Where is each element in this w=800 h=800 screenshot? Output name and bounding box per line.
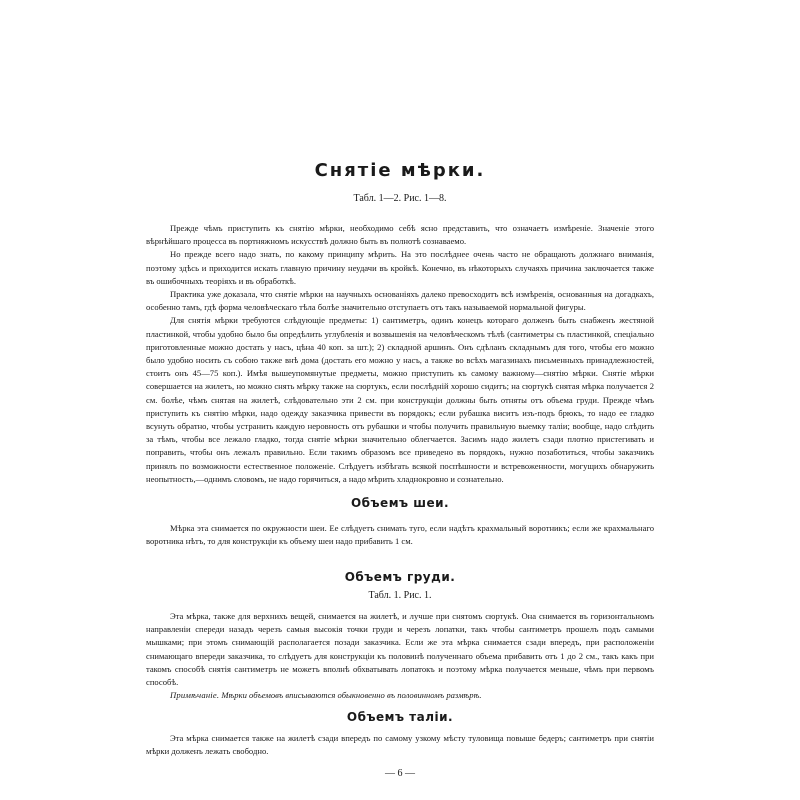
neck-paragraph: Мѣрка эта снимается по окружности шеи. Ее слѣдуетъ снимать туго, если надѣтъ крахмальный воротникъ; если же крахмальнаго воротника нѣтъ, то для конструкціи къ объему шеи надо прибавить 1 см. [146,523,654,547]
page-number: — 6 — [385,768,415,779]
intro-paragraph: Для снятія мѣрки требуются слѣдующіе предметы: 1) сантиметръ, одинъ конецъ котораго долженъ быть снабженъ жестяной пластинкой, чтобы удобно было бы опредѣлить углубленія и возвышенія на человѣческомъ тѣлѣ (сантиметры съ пластинкой, спеціально приготовленные можно достать у насъ, цѣна 40 коп. за шт.); 2) складной аршинъ. Онъ сдѣланъ складнымъ для того, чтобы его можно было удобно носить съ собою также внѣ дома (достать его можно у насъ, а также во всѣхъ магазинахъ письменныхъ принадлежностей, стоитъ онъ 45—75 коп.). Имѣя вышеупомянутые предметы, можно приступить къ самому важному—снятію мѣрки. Снятіе мѣрки совершается на жилетъ, но можно снять мѣрку также на сюртукъ, если послѣдній хорошо сидитъ; на сюртукѣ снятая мѣрка получается 2 см. болѣе, чѣмъ снятая на жилетѣ, слѣдовательно эти 2 см. при конструкціи должны быть отняты отъ объема груди. Прежде чѣмъ приступить къ снятію мѣрки, надо одежду заказчика привести въ порядокъ; если рубашка виситъ изъ-подъ брюкъ, то надо ее гладко всунуть обратно, чтобы устранить каждую неровность отъ рубашки и чтобы получить правильную выемку таліи; вообще, надо слѣдить за тѣмъ, чтобы все лежало гладко, тогда снятіе мѣрки значительно облегчается. Засимъ надо жилетъ сзади плотно пристегивать и поправить, чтобы онъ лежалъ правильно. Если такимъ образомъ все приведено въ порядокъ, нужно позаботиться, чтобы заказчикъ принялъ по возможности естественное положеніе. Слѣдуетъ избѣгать всякой поспѣшности и встревоженности, могущихъ обнаружить неопытность,—однимъ словомъ, не надо горячиться, а надо мѣрить хладнокровно и сознательно. [146,315,654,484]
section-heading-neck: Объемъ шеи. [350,496,450,510]
section-heading-chest: Объемъ груди. [344,570,456,584]
section-heading-waist: Объемъ таліи. [346,710,454,724]
chest-section [146,610,654,702]
waist-paragraph: Эта мѣрка снимается также на жилетѣ сзади впередъ по самому узкому мѣсту туловища повыше бедеръ; сантиметръ при снятіи мѣрки долженъ лежать свободно. [146,733,654,757]
intro-paragraph: Практика уже доказала, что снятіе мѣрки на научныхъ основаніяхъ далеко превосходитъ всѣ измѣренія, основанныя на догадкахъ, особенно тамъ, гдѣ форма человѣческаго тѣла болѣе значительно отступаетъ отъ такъ называемой нормальной фигуры. [146,289,654,313]
chest-paragraph: Эта мѣрка, также для верхнихъ вещей, снимается на жилетѣ, и лучше при снятомъ сюртукѣ. Она снимается въ горизонтальномъ направленіи спереди назадъ черезъ самыя высокія точки груди и черезъ лопатки, такъ чтобы сантиметръ прошелъ подъ самыми мышками; при этомъ снимающій располагается позади заказчика. Если же эта мѣрка снимается сзади впередъ, при расположеніи снимающаго впереди заказчика, то слѣдуетъ для конструкціи къ половинѣ полученнаго объема прибавить отъ 1 до 2 см., такъ какъ при такомъ способѣ снятія сантиметръ не можетъ вполнѣ обхватывать лопатокъ и поэтому мѣрка получается меньше, чѣмъ при первомъ способѣ. [146,611,654,688]
note-text: Мѣрки объемовъ вписываются обыкновенно въ половинномъ размѣрѣ. [219,690,482,701]
intro-paragraph: Прежде чѣмъ приступить къ снятію мѣрки, необходимо себѣ ясно представить, что означаетъ измѣреніе. Значеніе этого вѣрнѣйшаго процесса въ портняжномъ искусствѣ должно быть въ полнотѣ сознаваемо. [146,223,654,247]
table-reference-chest: Табл. 1. Рис. 1. [368,590,432,601]
chest-note [146,689,654,702]
intro-paragraph: Но прежде всего надо знать, по какому принципу мѣрить. На это послѣднее очень часто не обращають должнаго вниманія, поэтому здѣсь и приходится искать главную причину неудачи въ кройкѣ. Конечно, въ нѣкоторыхъ случаяхъ причина заключается также въ ошибочныхъ теоріяхъ и въ обработкѣ. [146,249,654,286]
neck-section [146,522,654,548]
note-label: Примѣчаніе. [170,690,220,701]
table-reference: Табл. 1—2. Рис. 1—8. [353,193,447,204]
page-title: Снятіе мѣрки. [314,160,486,181]
intro-section [146,222,654,486]
waist-section [146,732,654,758]
